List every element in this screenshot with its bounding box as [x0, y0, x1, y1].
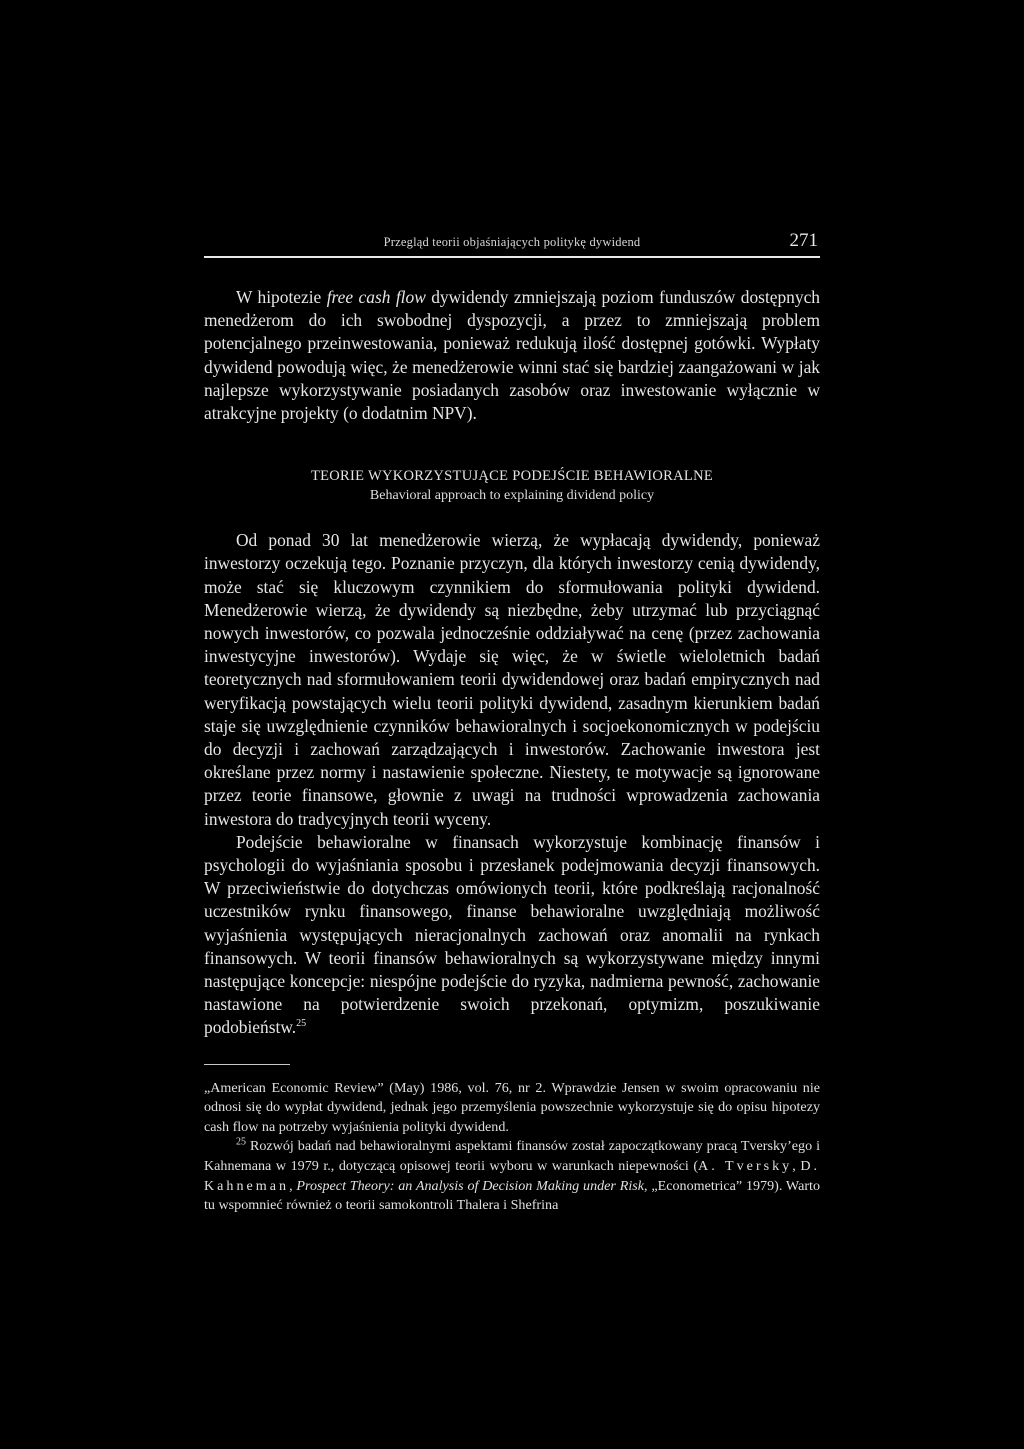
section-heading: [204, 466, 820, 506]
footnote-ref-25[interactable]: 25: [296, 1018, 307, 1030]
footnote-author-kahneman: D. Kahneman: [204, 1158, 821, 1194]
footnote-text: , „Econometrica” 1979). Warto tu wspomnieć również o teorii samokontroli Thalera i Shefrina: [204, 1177, 820, 1214]
footnotes: [204, 1079, 820, 1216]
paragraph-behavioral-finance: [204, 831, 820, 1040]
section-title: TEORIE WYKORZYSTUJĄCE PODEJŚCIE BEHAWIORALNE: [310, 468, 714, 485]
document-page: [204, 230, 820, 1216]
running-header: [204, 230, 820, 258]
page-number: 271: [789, 230, 818, 251]
section-subtitle: Behavioral approach to explaining dividend policy: [369, 488, 655, 504]
paragraph-managers-belief: Od ponad 30 lat menedżerowie wierzą, że wypłacają dywidendy, ponieważ inwestorzy oczekują tego. Poznanie przyczyn, dla których inwestorzy cenią dywidendy, może stać się kluczowym czynnikiem do sformułowania polityki dywidend. Menedżerowie wierzą, że dywidendy są niezbędne, żeby utrzymać lub przyciągnąć nowych inwestorów, co pozwala jednocześnie oddziaływać na cenę (przez zachowania inwestycyjne inwestorów). Wydaje się więc, że w świetle wieloletnich badań teoretycznych nad sformułowaniem teorii dywidendowej oraz badań empirycznych nad weryfikacją powstających wielu teorii polityki dywidend, zasadnym kierunkiem badań staje się uwzględnienie czynników behawioralnych i socjoekonomicznych w podejściu do decyzji i zachowań zarządzających i inwestorów. Zachowanie inwestora jest określane przez normy i nastawienie społeczne. Niestety, te motywacje są ignorowane przez teorie finansowe, głownie z uwagi na trudności wprowadzenia zachowania inwestora do tradycyjnych teorii wyceny.: [204, 530, 820, 829]
footnote-author-tversky: A. Tversky: [698, 1158, 793, 1175]
paragraph-body: dywidendy zmniejszają poziom funduszów dostępnych menedżerom do ich swobodnej dyspozycji, a przez to zmniejszają problem potencjalnego przeinwestowania, ponieważ redukują ilość dostępnej gotówki. Wypłaty dywidend powodują więc, że menedżerowie winni stać się bardziej zaangażowani w jak najlepsze wykorzystywanie posiadanych zasobów oraz inwestowanie wyłącznie w atrakcyjne projekty (o dodatnim NPV).: [204, 287, 820, 424]
paragraph-body: Podejście behawioralne w finansach wykorzystuje kombinację finansów i psychologii do wyjaśniania sposobu i przesłanek podejmowania decyzji finansowych. W przeciwieństwie do dotychczas omówionych teorii, które podkreślają racjonalność uczestników rynku finansowego, finanse behawioralne uwzględniają możliwość wyjaśnienia występujących nieracjonalnych zachowań oraz anomalii na rynkach finansowych. W teorii finansów behawioralnych są wykorzystywane między innymi następujące koncepcje: niespójne podejście do ryzyka, nadmierna pewność, zachowanie nastawione na potwierdzenie swoich przekonań, optymizm, poszukiwanie podobieństw.: [204, 831, 820, 1038]
footnote-work-title: Prospect Theory: an Analysis of Decision Making under Risk: [296, 1177, 645, 1194]
paragraph-free-cash-flow: [204, 286, 820, 425]
footnote-number: 25: [236, 1136, 246, 1148]
term-free-cash-flow: free cash flow: [326, 287, 426, 307]
footnote-continued: „American Economic Review” (May) 1986, vol. 76, nr 2. Wprawdzie Jensen w swoim opracowaniu nie odnosi się do wypłat dywidend, jednak jego przemyślenia powszechnie wykorzystuje się do opisu hipotezy cash flow na potrzeby wyjaśnienia polityki dywidend.: [204, 1079, 820, 1135]
footnote-divider: [204, 1064, 290, 1065]
footnote-separator: ,: [792, 1158, 801, 1175]
running-title: Przegląd teorii objaśniających politykę dywidend: [383, 235, 641, 249]
footnote-separator: ,: [289, 1177, 297, 1194]
footnote-25: [204, 1137, 820, 1215]
paragraph-lead: W hipotezie: [236, 287, 327, 307]
footnote-text: Rozwój badań nad behawioralnymi aspektami finansów został zapoczątkowany pracą Tversky’ego i Kahnemana w 1979 r., dotyczącą opisowej teorii wyboru w warunkach niepewności (: [204, 1138, 820, 1175]
